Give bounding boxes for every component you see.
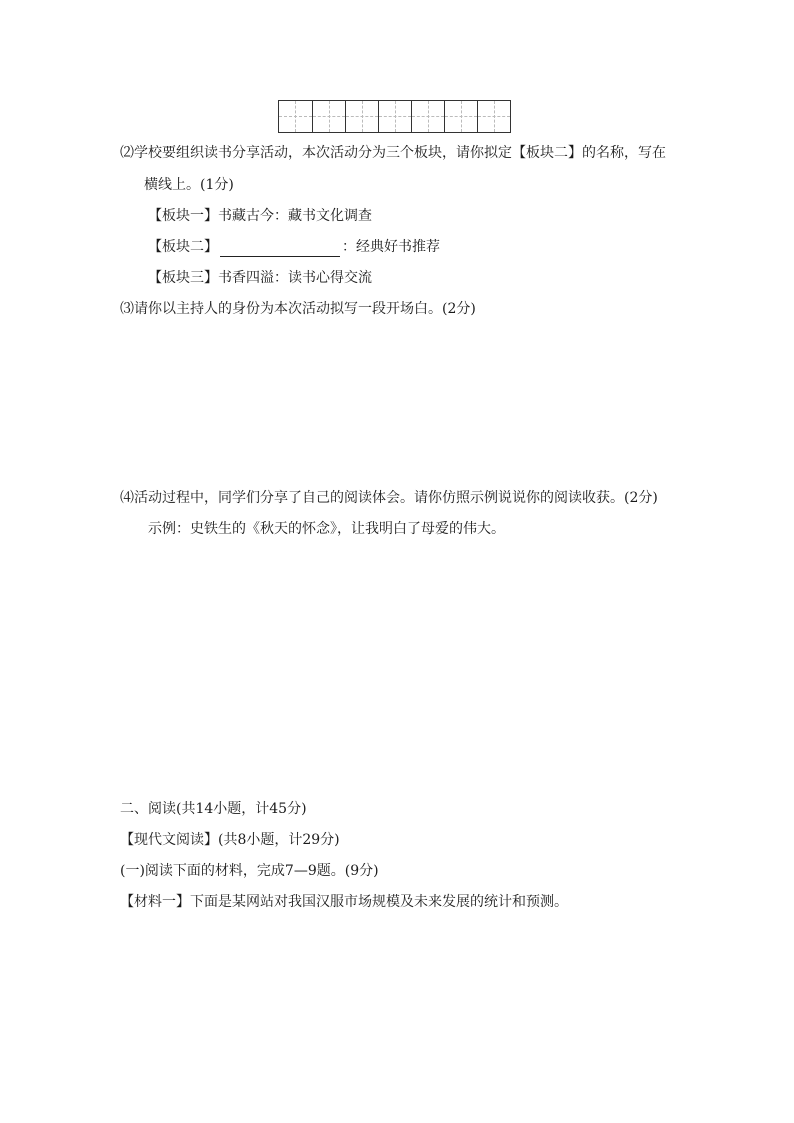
part-1-instruction: (一)阅读下面的材料，完成7—9题。(9分)	[120, 863, 379, 879]
block-one: 【板块一】书藏古今：藏书文化调查	[148, 208, 372, 224]
grid-cell	[477, 101, 510, 132]
grid-cell	[378, 101, 411, 132]
writing-grid	[278, 100, 511, 133]
question-4-example: 示例：史铁生的《秋天的怀念》，让我明白了母爱的伟大。	[148, 521, 505, 537]
block-two-suffix: ：经典好书推荐	[342, 239, 440, 255]
grid-cell	[345, 101, 378, 132]
grid-cell	[312, 101, 345, 132]
block-three: 【板块三】书香四溢：读书心得交流	[148, 270, 372, 286]
question-4-line-1: ⑷活动过程中，同学们分享了自己的阅读体会。请你仿照示例说说你的阅读收获。(2分)	[120, 490, 658, 506]
grid-cell	[279, 101, 312, 132]
question-3: ⑶请你以主持人的身份为本次活动拟写一段开场白。(2分)	[120, 301, 476, 317]
grid-cell	[444, 101, 477, 132]
question-2-line-2: 横线上。(1分)	[144, 177, 234, 193]
section-2-title: 二、阅读(共14小题，计45分)	[120, 801, 307, 817]
question-2-line-1: ⑵学校要组织读书分享活动，本次活动分为三个板块，请你拟定【板块二】的名称，写在	[120, 145, 666, 161]
block-two-answer-blank[interactable]	[220, 240, 340, 257]
modern-reading-heading: 【现代文阅读】(共8小题，计29分)	[120, 832, 340, 848]
block-two-prefix: 【板块二】	[148, 239, 218, 255]
material-1: 【材料一】下面是某网站对我国汉服市场规模及未来发展的统计和预测。	[120, 894, 568, 910]
block-two	[148, 237, 440, 257]
grid-cell	[411, 101, 444, 132]
